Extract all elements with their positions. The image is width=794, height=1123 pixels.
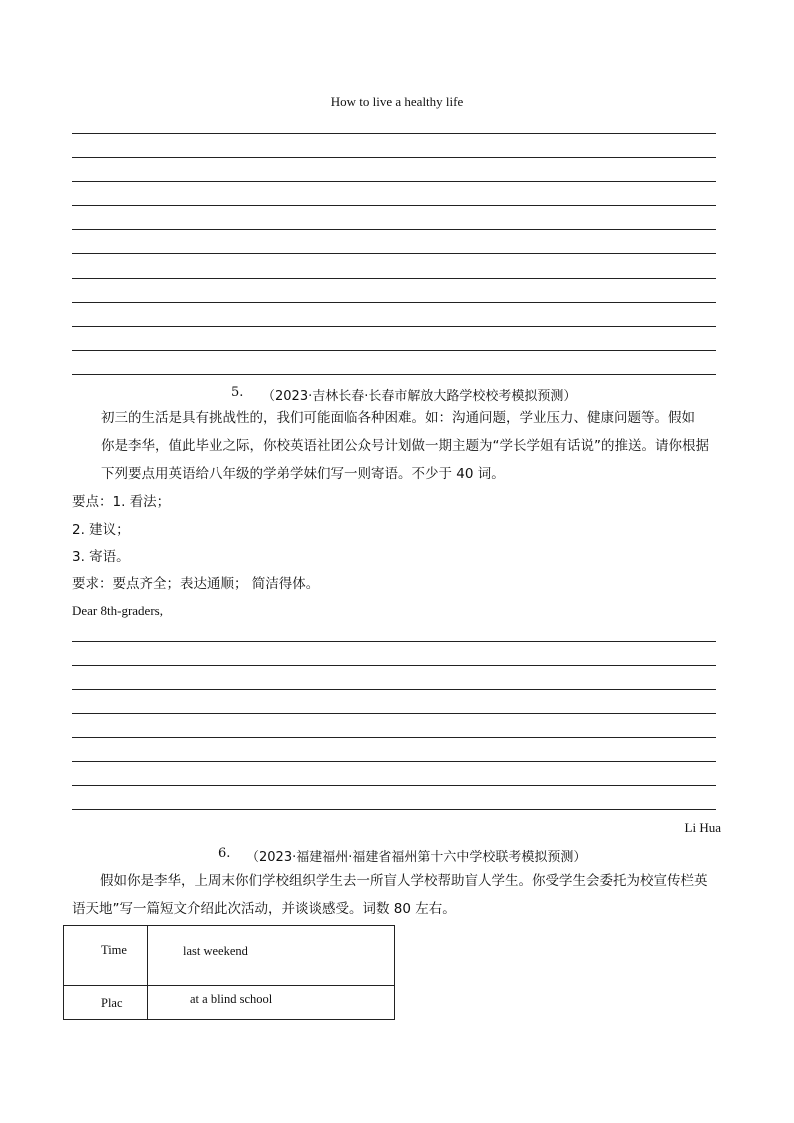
- writing-line: [72, 761, 716, 762]
- writing-line: [72, 350, 716, 351]
- table-value: last weekend: [183, 944, 248, 958]
- prompt-line: 初三的生活是具有挑战性的，我们可能面临各种困难。如：沟通问题，学业压力、健康问题等。假如: [101, 410, 695, 426]
- writing-line: [72, 181, 716, 182]
- writing-line: [72, 737, 716, 738]
- writing-line: [72, 665, 716, 666]
- writing-line: [72, 713, 716, 714]
- question-number: 5.: [231, 385, 244, 400]
- letter-salutation: Dear 8th-graders,: [72, 603, 163, 618]
- essay-title: How to live a healthy life: [330, 94, 464, 109]
- writing-line: [72, 641, 716, 642]
- point-item: 2. 建议；: [72, 522, 130, 538]
- letter-signature: Li Hua: [684, 820, 721, 835]
- writing-line: [72, 253, 716, 254]
- writing-line: [72, 302, 716, 303]
- question-source: （2023·吉林长春·长春市解放大路学校校考模拟预测）: [262, 389, 577, 404]
- prompt-line: 你是李华，值此毕业之际，你校英语社团公众号计划做一期主题为“学长学姐有话说”的推送。请你根据: [101, 438, 709, 454]
- writing-line: [72, 157, 716, 158]
- writing-line: [72, 809, 716, 810]
- table-label: Plac: [101, 996, 123, 1010]
- writing-line: [72, 229, 716, 230]
- writing-line: [72, 133, 716, 134]
- table-value-cell: [148, 926, 395, 986]
- table-value: at a blind school: [190, 992, 273, 1006]
- question-source: （2023·福建福州·福建省福州第十六中学校联考模拟预测）: [246, 850, 587, 865]
- info-table: [63, 925, 395, 1020]
- point-item: 要点：1. 看法；: [72, 494, 171, 510]
- requirements: 要求：要点齐全；表达通顺； 简洁得体。: [72, 576, 320, 592]
- writing-line: [72, 785, 716, 786]
- point-item: 3. 寄语。: [72, 549, 130, 565]
- writing-line: [72, 205, 716, 206]
- prompt-line: 假如你是李华，上周末你们学校组织学生去一所盲人学校帮助盲人学生。你受学生会委托为校宣传栏英: [100, 873, 708, 889]
- table-label-cell: [64, 986, 148, 1020]
- writing-line: [72, 278, 716, 279]
- table-value-cell: [148, 986, 395, 1020]
- table-row: [64, 986, 395, 1020]
- table-row: [64, 926, 395, 986]
- prompt-line: 语天地”写一篇短文介绍此次活动，并谈谈感受。词数 80 左右。: [72, 901, 456, 917]
- table-label-cell: [64, 926, 148, 986]
- question-number: 6.: [218, 846, 231, 861]
- prompt-line: 下列要点用英语给八年级的学弟学妹们写一则寄语。不少于 40 词。: [101, 466, 505, 482]
- writing-line: [72, 326, 716, 327]
- table-label: Time: [101, 943, 127, 957]
- writing-line: [72, 689, 716, 690]
- writing-line: [72, 374, 716, 375]
